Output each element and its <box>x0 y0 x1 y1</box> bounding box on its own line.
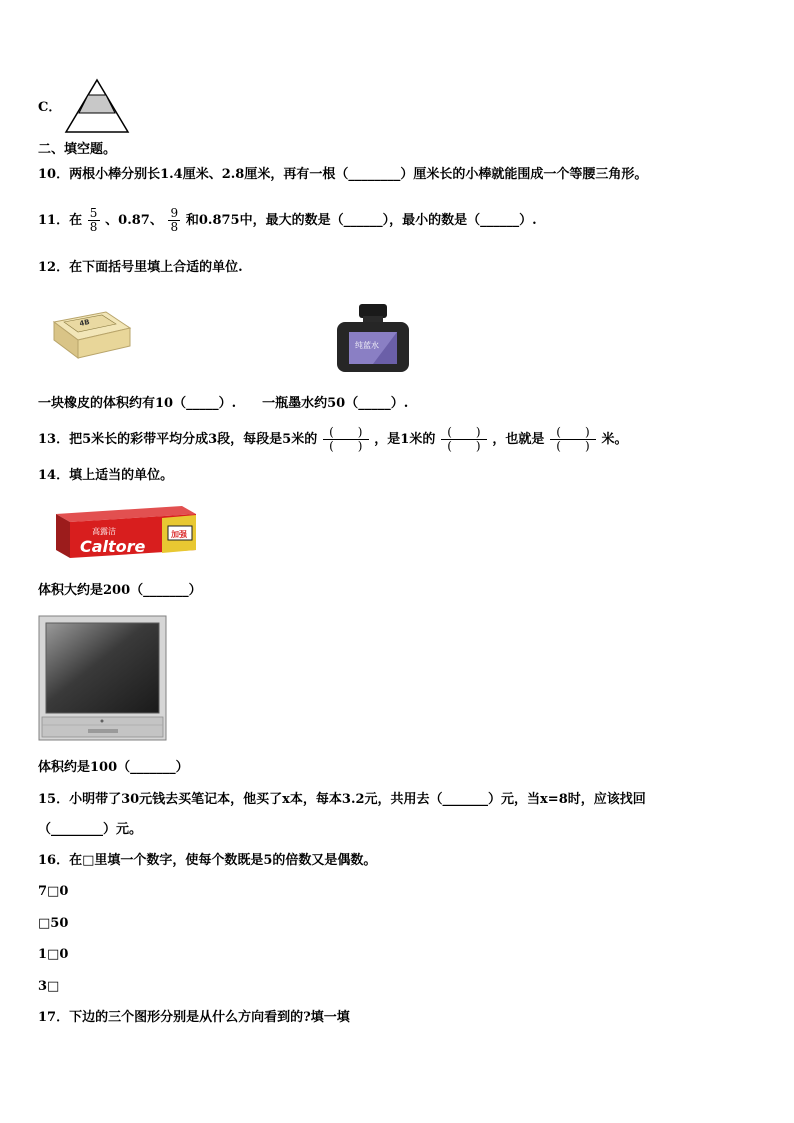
fraction-blank-2[interactable]: $\frac{( )}{( )}$ <box>441 426 487 453</box>
ink-label: 纯蓝水 <box>355 341 379 350</box>
q13-part4: 米。 <box>601 432 628 447</box>
q13-part3: ，也就是 <box>492 432 545 447</box>
triangle-figure <box>64 78 130 134</box>
toothpaste-box-image <box>52 500 200 560</box>
ink-bottle-image <box>333 302 413 374</box>
television-image <box>38 615 168 741</box>
question-12-answer: 一块橡皮的体积约有10（_____）. 一瓶墨水约50（_____）. <box>38 396 409 411</box>
volume-answer-1: 体积大约是200（_______） <box>38 583 202 598</box>
fraction-blank-1[interactable]: $\frac{( )}{( )}$ <box>323 426 369 453</box>
q11-prefix: 11．在 <box>38 213 83 228</box>
fraction-5-8: $\frac{5}{8}$ <box>88 207 100 234</box>
question-12-title: 12．在下面括号里填上合适的单位. <box>38 260 243 275</box>
box-brand: Caltore <box>80 537 146 556</box>
question-15-line-2: （________）元。 <box>38 822 143 837</box>
question-10: 10．两根小棒分别长1.4厘米、2.8厘米，再有一根（________）厘米长的小棒就能围成一个等腰三角形。 <box>38 167 648 182</box>
eraser-image <box>44 308 134 364</box>
q11-mid: 、0.87、 <box>105 213 163 228</box>
q13-part1: 13．把5米长的彩带平均分成3段，每段是5米的 <box>38 432 318 447</box>
box-tag: 加强 <box>171 530 187 539</box>
volume-answer-2: 体积约是100（_______） <box>38 760 189 775</box>
q16-item-2[interactable]: □50 <box>38 916 69 931</box>
q11-suffix: 和0.875中，最大的数是（______），最小的数是（______）. <box>185 213 537 228</box>
box-cn-brand: 高露洁 <box>92 527 116 536</box>
q16-item-1[interactable]: 7□0 <box>38 884 69 899</box>
fraction-9-8: $\frac{9}{8}$ <box>168 207 180 234</box>
eraser-label: 4B <box>78 318 91 328</box>
option-c-label: C． <box>38 100 62 115</box>
question-14-title: 14．填上适当的单位。 <box>38 468 174 483</box>
q13-part2: ，是1米的 <box>374 432 436 447</box>
question-13 <box>38 424 628 456</box>
section-title: 二、填空题。 <box>38 142 117 157</box>
question-11 <box>38 205 537 237</box>
q16-item-4[interactable]: 3□ <box>38 979 60 994</box>
question-17: 17．下边的三个图形分别是从什么方向看到的?填一填 <box>38 1010 350 1025</box>
question-15-line-1: 15．小明带了30元钱去买笔记本，他买了x本，每本3.2元，共用去（_______）元，当x=8时，应该找回 <box>38 792 646 807</box>
fraction-blank-3[interactable]: $\frac{( )}{( )}$ <box>550 426 596 453</box>
question-16-title: 16．在□里填一个数字，使每个数既是5的倍数又是偶数。 <box>38 853 377 868</box>
q16-item-3[interactable]: 1□0 <box>38 947 69 962</box>
